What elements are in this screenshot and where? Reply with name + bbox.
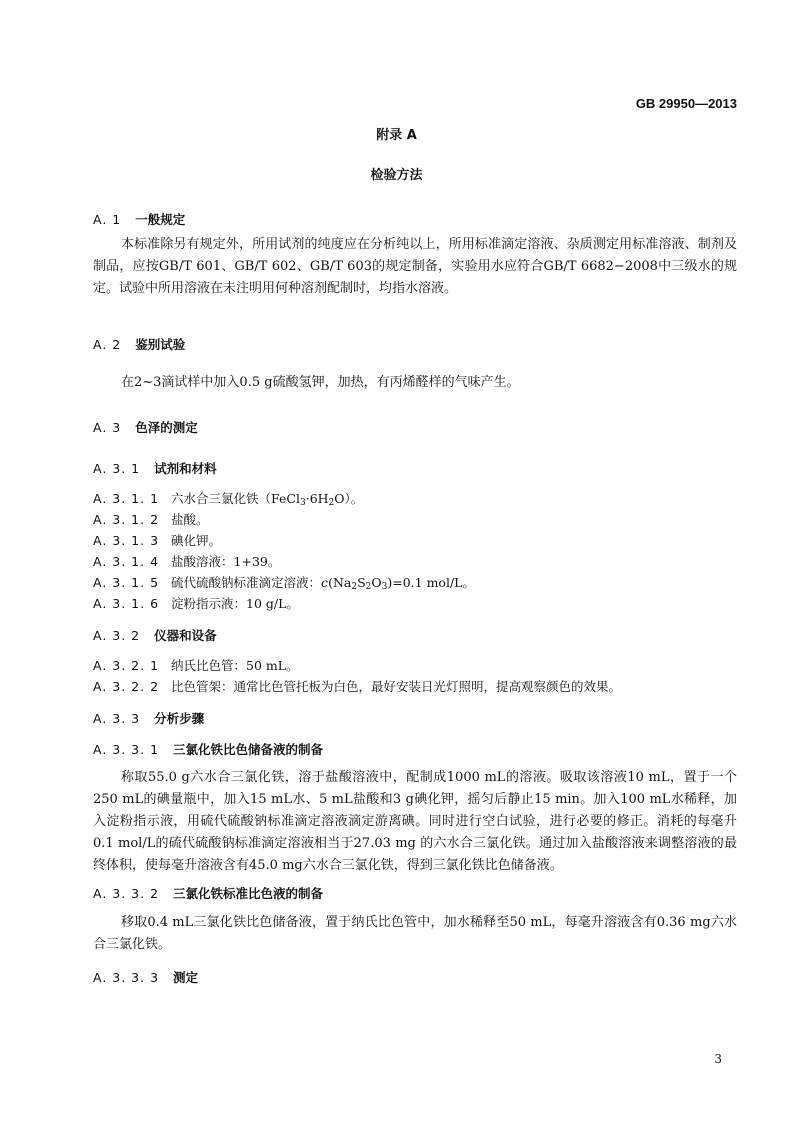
section-title: 鉴别试验 [135,337,186,352]
item-number: A. 3. 1. 2 [93,512,160,527]
section-a31-heading [93,459,217,477]
section-a333-heading [93,968,198,986]
section-number: A. 3. 3. 3 [93,970,160,985]
item-text: O）。 [334,491,364,506]
section-a1-paragraph: 本标准除另有规定外，所用试剂的纯度应在分析纯以上，所用标准滴定溶液、杂质测定用标准溶液、制剂及制品，应按GB/T 601、GB/T 602、GB/T 603的规定制备，实验用水应符合GB/T 6682−2008中三级水的规定。试验中所用溶液在未注明用何种溶剂配制时，均指水溶液。 [93,237,737,296]
item-text: )=0.1 mol/L。 [387,575,475,590]
section-a331-heading [93,740,323,758]
section-number: A. 3. 2 [93,628,141,643]
subscript: 3 [381,582,388,592]
formula-symbol: c [321,575,329,590]
section-title: 仪器和设备 [154,628,217,643]
item-number: A. 3. 1. 4 [93,554,160,569]
item-text: 盐酸。 [171,512,209,527]
section-title: 试剂和材料 [154,461,217,476]
section-number: A. 3. 3 [93,711,141,726]
item-number: A. 3. 1. 5 [93,575,160,590]
item-number: A. 3. 1. 6 [93,596,160,611]
item-a314 [93,552,280,570]
section-a2-heading [93,335,185,353]
formula-text: S [357,575,366,590]
item-text: ·6H [305,491,329,506]
item-a316 [93,594,299,612]
item-a313 [93,531,221,549]
item-a322 [93,677,621,695]
item-number: A. 3. 1. 1 [93,491,160,506]
item-number: A. 3. 1. 3 [93,533,160,548]
section-number: A. 3 [93,420,122,435]
item-text: 六水合三氯化铁（FeCl [171,491,300,506]
item-text: 盐酸溶液：1+39。 [171,554,281,569]
appendix-title: 检验方法 [370,168,423,183]
section-a1-heading [93,210,185,228]
subscript: 2 [365,582,372,592]
item-text: 淀粉指示液：10 g/L。 [171,596,299,611]
section-a332-paragraph: 移取0.4 mL三氯化铁比色储备液，置于纳氏比色管中，加水稀释至50 mL，每毫升溶液含有0.36 mg六水合三氯化铁。 [93,915,737,952]
item-text: 碘化钾。 [171,533,222,548]
formula-text: O [371,575,382,590]
section-title: 测定 [173,970,199,985]
subscript: 2 [351,582,358,592]
item-a312 [93,510,209,528]
section-a3-heading [93,418,198,436]
item-text: 比色管架：通常比色管托板为白色，最好安装日光灯照明，提高观察颜色的效果。 [171,679,622,694]
section-a331-paragraph: 称取55.0 g六水合三氯化铁，溶于盐酸溶液中，配制成1000 mL的溶液。吸取该溶液10 mL，置于一个250 mL的碘量瓶中，加入15 mL水、5 mL盐酸和3 g碘化钾，摇匀后静止15 min。加入100 mL水稀释，加入淀粉指示液，用硫代硫酸钠标准滴定溶液滴定游离碘。同时进行空白试验，进行必要的修正。消耗的每毫升0.1 mol/L的硫代硫酸钠标准滴定溶液相当于27.03 mg 的六水合三氯化铁。通过加入盐酸溶液来调整溶液的最终体积，使每毫升溶液含有45.0 mg六水合三氯化铁，得到三氯化铁比色储备液。 [93,770,737,873]
subscript: 3 [299,498,306,508]
item-text: 硫代硫酸钠标准滴定溶液： [171,575,322,590]
section-a32-heading [93,626,217,644]
item-number: A. 3. 2. 1 [93,658,160,673]
item-text: 纳氏比色管：50 mL。 [171,658,299,673]
subscript: 2 [328,498,335,508]
section-a33-heading [93,709,204,727]
section-a332-heading [93,884,323,902]
section-title: 三氯化铁标准比色液的制备 [173,886,324,901]
item-a321 [93,656,299,674]
section-number: A. 2 [93,337,122,352]
section-number: A. 3. 1 [93,461,141,476]
document-code: GB 29950—2013 [635,96,737,111]
page-number: 3 [714,1052,722,1066]
section-title: 一般规定 [135,212,186,227]
appendix-label: 附录 A [376,128,417,143]
section-title: 分析步骤 [154,711,205,726]
item-number: A. 3. 2. 2 [93,679,160,694]
section-title: 三氯化铁比色储备液的制备 [173,742,324,757]
formula-text: (Na [328,575,352,590]
section-number: A. 1 [93,212,122,227]
section-number: A. 3. 3. 2 [93,886,160,901]
section-title: 色泽的测定 [135,420,198,435]
section-number: A. 3. 3. 1 [93,742,160,757]
section-a2-paragraph: 在2~3滴试样中加入0.5 g硫酸氢钾，加热，有丙烯醛样的气味产生。 [121,375,520,390]
item-a315 [93,573,475,591]
item-a311 [93,489,363,507]
